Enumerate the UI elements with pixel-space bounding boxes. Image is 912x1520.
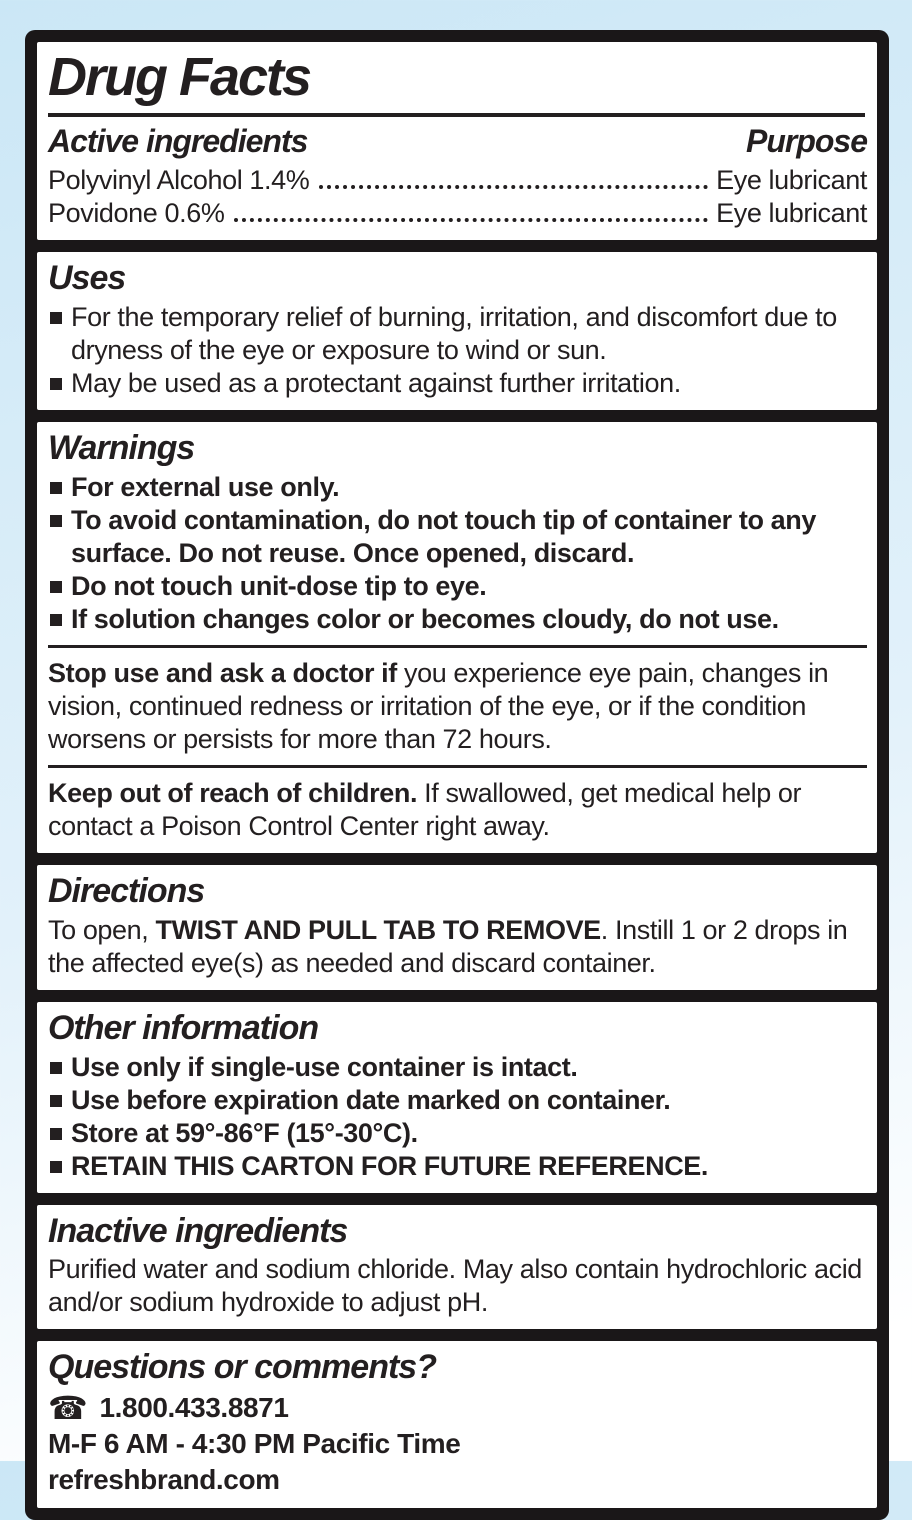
bullet-text: May be used as a protectant against further irritation. bbox=[71, 368, 681, 399]
questions-heading: Questions or comments? bbox=[48, 1348, 436, 1387]
list-item bbox=[48, 367, 867, 400]
list-item bbox=[48, 570, 867, 603]
bullet-icon bbox=[50, 515, 62, 527]
list-item bbox=[48, 1051, 867, 1084]
ingredient-purpose: Eye lubricant bbox=[716, 198, 867, 229]
list-item bbox=[48, 603, 867, 636]
ingredient-row bbox=[48, 197, 867, 230]
directions-emphasis: TWIST AND PULL TAB TO REMOVE bbox=[155, 914, 601, 945]
website-line: refreshbrand.com bbox=[48, 1464, 280, 1496]
active-ingredients-heading: Active ingredients bbox=[48, 123, 308, 160]
directions-paragraph bbox=[48, 914, 867, 980]
bullet-icon bbox=[50, 1128, 62, 1140]
ingredient-row bbox=[48, 164, 867, 197]
keep-out-body: If swallowed, get medical help or contact a Poison Control Center right away. bbox=[48, 777, 802, 841]
stop-use-paragraph bbox=[48, 657, 867, 756]
ingredient-name: Polyvinyl Alcohol 1.4% bbox=[48, 165, 310, 196]
bullet-text: For external use only. bbox=[71, 471, 340, 502]
warnings-heading: Warnings bbox=[48, 429, 195, 468]
section-active-ingredients bbox=[37, 42, 877, 240]
list-item bbox=[48, 1084, 867, 1117]
bullet-text: Use only if single-use container is intact. bbox=[71, 1051, 578, 1082]
stop-use-body: you experience eye pain, changes in vision, continued redness or irritation of the eye, or if the condition worsens or persists for more than 72 hours. bbox=[48, 657, 829, 754]
bullet-text: Do not touch unit-dose tip to eye. bbox=[71, 570, 487, 601]
list-item bbox=[48, 504, 867, 570]
phone-number: 1.800.433.8871 bbox=[99, 1392, 289, 1424]
list-item bbox=[48, 301, 867, 367]
list-item bbox=[48, 471, 867, 504]
drug-facts-label bbox=[25, 30, 889, 1520]
page-title: Drug Facts bbox=[48, 47, 311, 107]
section-questions bbox=[37, 1341, 877, 1508]
bullet-text: Use before expiration date marked on container. bbox=[71, 1084, 671, 1115]
keep-out-lead: Keep out of reach of children. bbox=[48, 777, 418, 808]
bullet-text: To avoid contamination, do not touch tip of container to any surface. Do not reuse. Once opened, discard. bbox=[71, 504, 816, 568]
bullet-icon bbox=[50, 1161, 62, 1173]
section-other-information bbox=[37, 1002, 877, 1193]
phone-line bbox=[48, 1390, 867, 1426]
phone-icon: ☎ bbox=[48, 1390, 88, 1427]
bullet-text: For the temporary relief of burning, irritation, and discomfort due to dryness of the eye or exposure to wind or sun. bbox=[71, 302, 837, 366]
directions-post: . Instill 1 or 2 drops in the affected eye(s) as needed and discard container. bbox=[48, 914, 848, 978]
ingredient-name: Povidone 0.6% bbox=[48, 198, 225, 229]
directions-pre: To open, bbox=[48, 914, 156, 945]
inactive-ingredients-heading: Inactive ingredients bbox=[48, 1211, 348, 1250]
bullet-icon bbox=[50, 378, 62, 390]
keep-out-paragraph bbox=[48, 777, 867, 843]
section-directions bbox=[37, 865, 877, 990]
title-divider bbox=[48, 113, 865, 117]
warnings-divider bbox=[48, 645, 867, 648]
section-uses bbox=[37, 252, 877, 410]
list-item bbox=[48, 1150, 867, 1183]
bullet-icon bbox=[50, 1062, 62, 1074]
bullet-text: If solution changes color or becomes cloudy, do not use. bbox=[71, 603, 779, 634]
inactive-ingredients-text: Purified water and sodium chloride. May also contain hydrochloric acid and/or sodium hydroxide to adjust pH. bbox=[48, 1254, 862, 1318]
other-information-heading: Other information bbox=[48, 1008, 319, 1047]
section-inactive-ingredients bbox=[37, 1205, 877, 1330]
section-warnings bbox=[37, 422, 877, 853]
bullet-text: RETAIN THIS CARTON FOR FUTURE REFERENCE. bbox=[71, 1150, 709, 1181]
bullet-icon bbox=[50, 482, 62, 494]
directions-heading: Directions bbox=[48, 871, 205, 910]
ingredient-purpose: Eye lubricant bbox=[716, 165, 867, 196]
bullet-icon bbox=[50, 312, 62, 324]
bullet-icon bbox=[50, 1095, 62, 1107]
purpose-heading: Purpose bbox=[745, 123, 867, 160]
list-item bbox=[48, 1117, 867, 1150]
bullet-text: Store at 59°-86°F (15°-30°C). bbox=[71, 1117, 418, 1148]
bullet-icon bbox=[50, 614, 62, 626]
dotted-leader bbox=[234, 218, 708, 222]
bullet-icon bbox=[50, 581, 62, 593]
uses-heading: Uses bbox=[48, 259, 126, 298]
stop-use-lead: Stop use and ask a doctor if bbox=[48, 657, 397, 688]
hours-line: M-F 6 AM - 4:30 PM Pacific Time bbox=[48, 1428, 461, 1460]
warnings-divider bbox=[48, 765, 867, 768]
dotted-leader bbox=[319, 185, 708, 189]
